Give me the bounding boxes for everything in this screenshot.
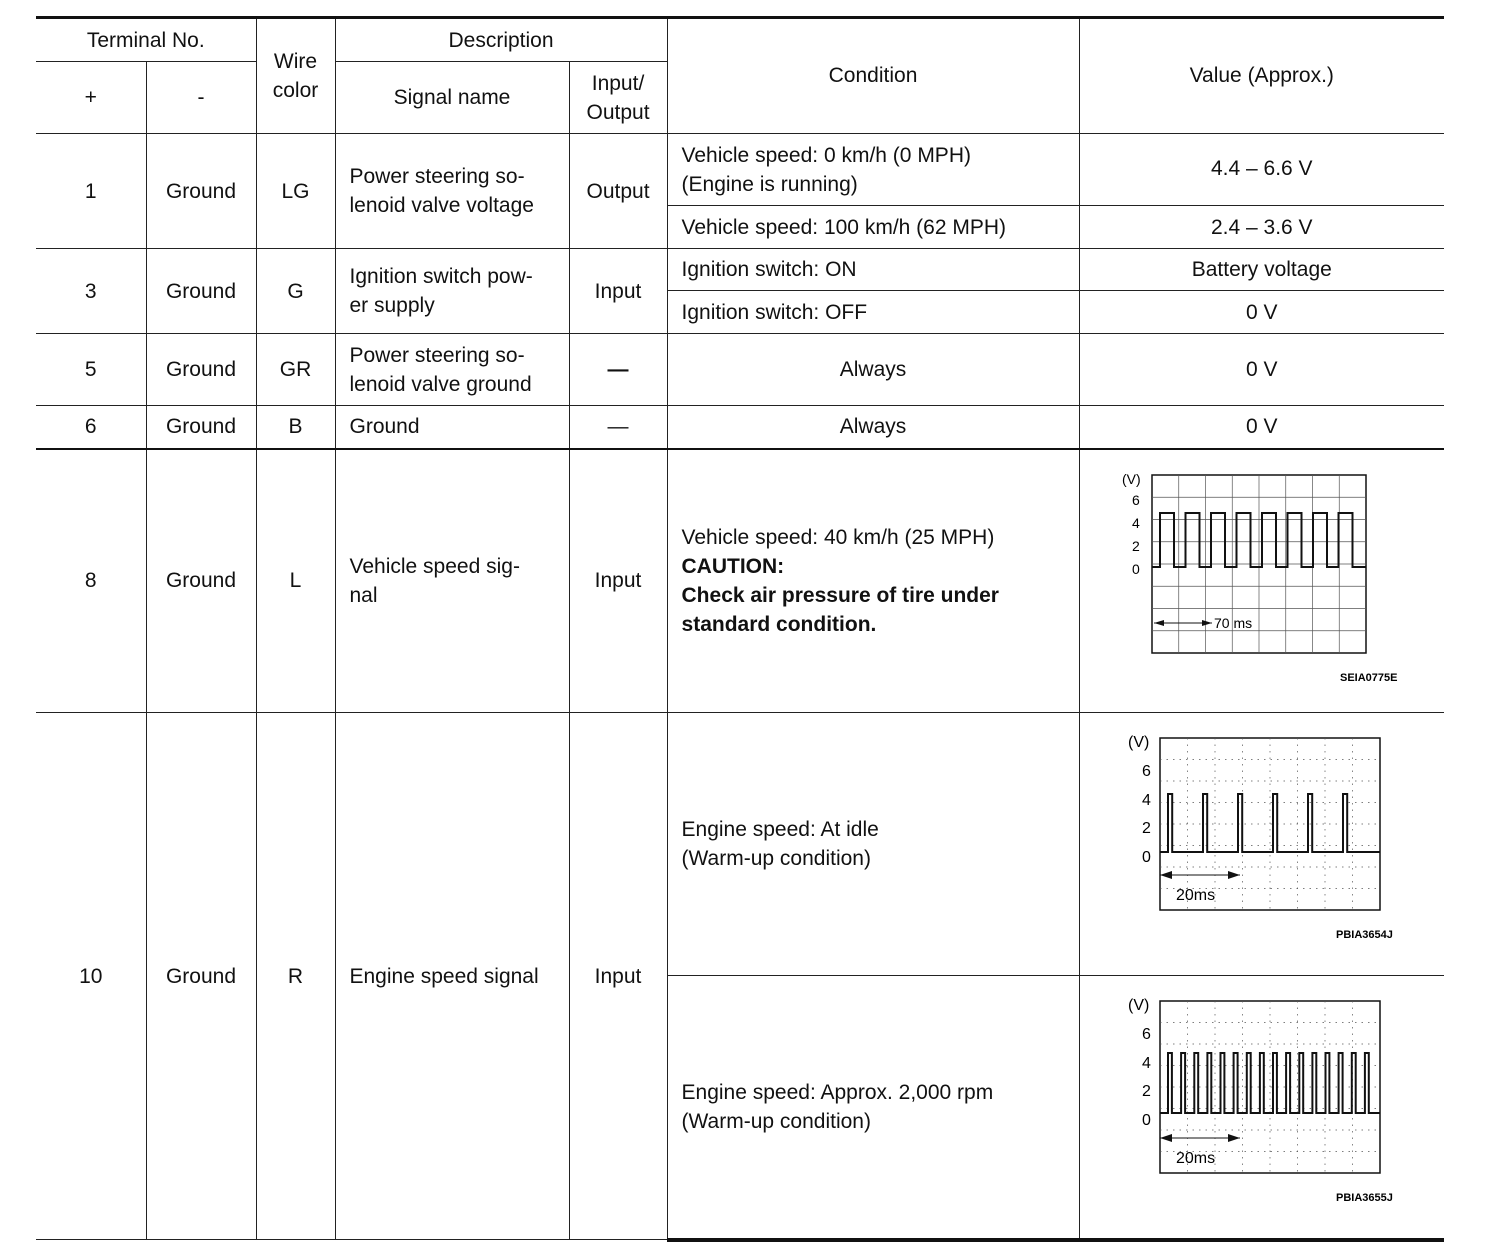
value: 2.4 – 3.6 V [1079,206,1444,249]
tick-label: 0 [1141,1111,1151,1129]
condition-header: Condition [667,18,1079,134]
waveform-chart [1112,734,1412,954]
table-row [36,713,1444,976]
value: 0 V [1079,406,1444,449]
condition: Ignition switch: ON [667,249,1079,291]
wire-color: G [256,249,335,334]
terminal-minus: Ground [146,249,256,334]
io: Input [569,713,667,1240]
arrow-head [1202,620,1212,626]
condition: Vehicle speed: 40 km/h (25 MPH) CAUTION: Check air pressure of tire under standard condition. [667,449,1079,713]
value-waveform [1079,713,1444,976]
io: Input [569,249,667,334]
wire-color: R [256,713,335,1240]
signal-name: Engine speed signal [335,713,569,1240]
tick-label: 2 [1141,1082,1151,1100]
arrow-head [1160,871,1172,879]
tick-label: 6 [1141,763,1151,780]
minus-header: - [146,62,256,134]
arrow-head [1228,871,1240,879]
condition: Always [667,334,1079,406]
value-waveform [1079,449,1444,713]
terminal-minus: Ground [146,449,256,713]
terminal-plus: 1 [36,134,146,249]
signal-name: Ignition switch pow- er supply [335,249,569,334]
wire-color: GR [256,334,335,406]
plus-header: + [36,62,146,134]
terminal-plus: 5 [36,334,146,406]
unit-label: (V) [1121,470,1141,487]
waveform-scope [1112,471,1412,691]
value: 0 V [1079,291,1444,334]
figure-id: SEIA0775E [1339,671,1398,684]
io: — [569,406,667,449]
tick-label: 4 [1141,1054,1151,1072]
unit-label: (V) [1127,996,1150,1014]
value: 0 V [1079,334,1444,406]
value: Battery voltage [1079,249,1444,291]
signal-name: Power steering so- lenoid valve voltage [335,134,569,249]
table-row [36,334,1444,406]
terminal-plus: 3 [36,249,146,334]
terminal-table [36,16,1444,1242]
time-label: 70 ms [1213,614,1252,631]
terminal-plus: 10 [36,713,146,1240]
wire-color: L [256,449,335,713]
waveform-scope [1112,734,1412,954]
tick-label: 4 [1141,792,1151,809]
arrow-head [1228,1134,1240,1142]
tick-label: 4 [1131,514,1140,531]
wire-color-header: Wire color [256,18,335,134]
arrow-head [1154,620,1164,626]
condition: Vehicle speed: 100 km/h (62 MPH) [667,206,1079,249]
figure-id: PBIA3654J [1335,929,1393,941]
signal-name-header: Signal name [335,62,569,134]
io: Output [569,134,667,249]
waveform-chart [1112,997,1412,1217]
value-waveform [1079,976,1444,1240]
wire-color: B [256,406,335,449]
tick-label: 0 [1141,849,1151,866]
tick-label: 2 [1141,820,1151,837]
wire-color: LG [256,134,335,249]
condition: Engine speed: Approx. 2,000 rpm (Warm-up condition) [667,976,1079,1240]
waveform-trace [1160,1053,1380,1113]
tick-label: 6 [1141,1025,1151,1043]
table-row [36,249,1444,291]
figure-id: PBIA3655J [1335,1191,1393,1204]
terminal-plus: 8 [36,449,146,713]
value-header: Value (Approx.) [1079,18,1444,134]
signal-name: Power steering so- lenoid valve ground [335,334,569,406]
caution-title: CAUTION: [681,554,785,578]
io: — [569,334,667,406]
signal-name: Ground [335,406,569,449]
time-label: 20ms [1175,1149,1215,1167]
signal-name: Vehicle speed sig- nal [335,449,569,713]
waveform-chart [1112,471,1412,691]
condition: Ignition switch: OFF [667,291,1079,334]
table-row [36,134,1444,206]
table-row [36,449,1444,713]
waveform-scope [1112,997,1412,1217]
time-label: 20ms [1175,887,1215,904]
description-header: Description [335,18,667,62]
value: 4.4 – 6.6 V [1079,134,1444,206]
condition: Always [667,406,1079,449]
io: Input [569,449,667,713]
tick-label: 2 [1131,537,1140,554]
io-header: Input/ Output [569,62,667,134]
terminal-minus: Ground [146,134,256,249]
table-row [36,406,1444,449]
tick-label: 6 [1131,491,1140,508]
condition: Vehicle speed: 0 km/h (0 MPH) (Engine is running) [667,134,1079,206]
arrow-head [1160,1134,1172,1142]
terminal-minus: Ground [146,406,256,449]
terminal-minus: Ground [146,334,256,406]
terminal-plus: 6 [36,406,146,449]
terminal-no-header: Terminal No. [36,18,256,62]
terminal-minus: Ground [146,713,256,1240]
unit-label: (V) [1127,734,1150,751]
tick-label: 0 [1131,560,1140,577]
condition: Engine speed: At idle (Warm-up condition) [667,713,1079,976]
